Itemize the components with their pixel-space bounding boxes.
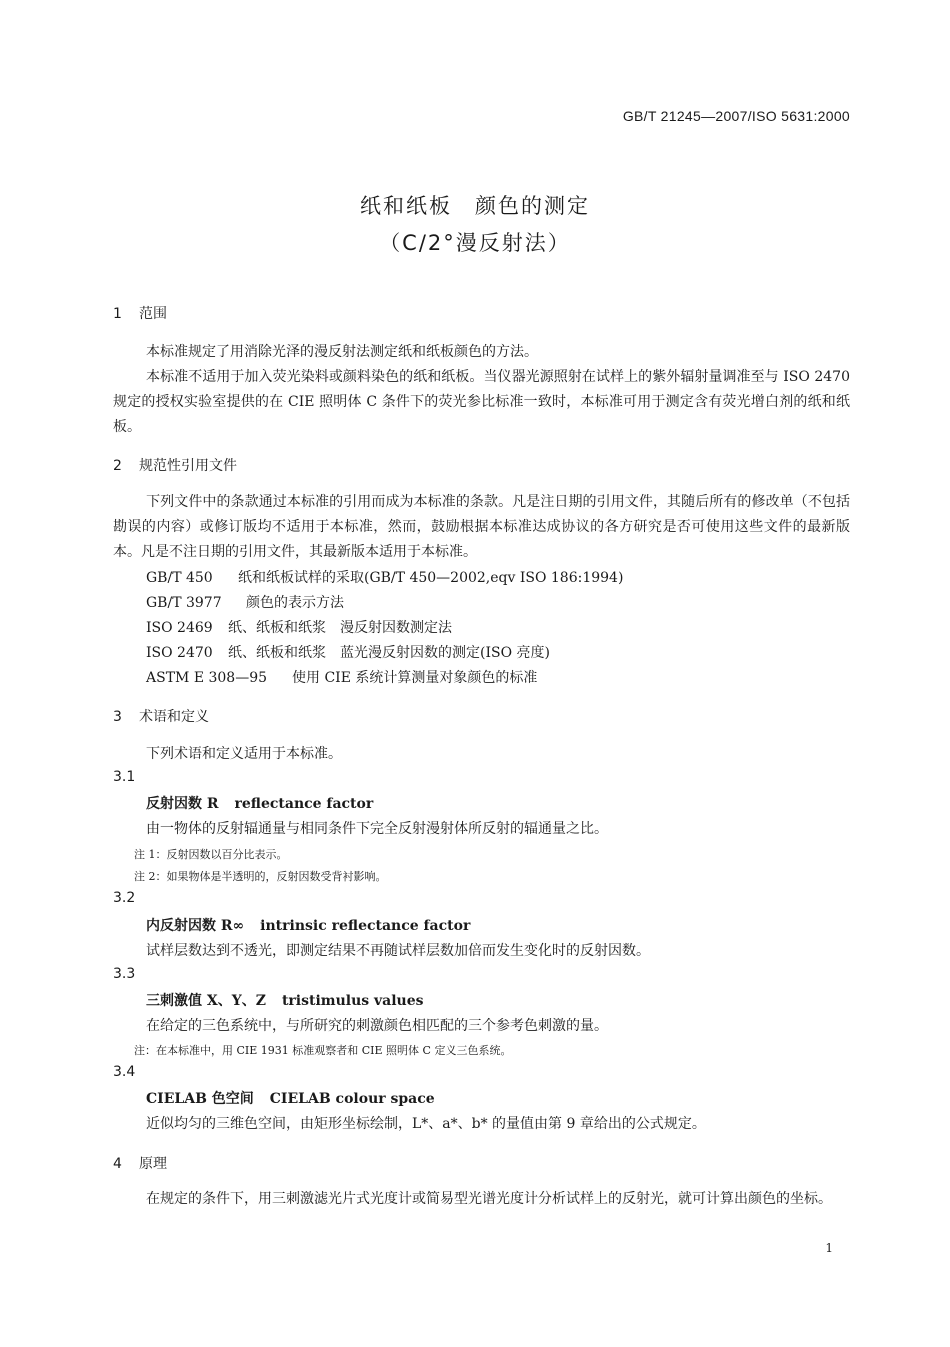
reference-item xyxy=(146,642,550,662)
term-heading xyxy=(146,915,470,935)
reference-item xyxy=(146,567,623,587)
paragraph xyxy=(113,1187,850,1212)
clause-number: 3.1 xyxy=(113,769,136,785)
reference-title: 颜色的表示方法 xyxy=(246,595,344,611)
term-definition: 在给定的三色系统中，与所研究的刺激颜色相匹配的三个参考色刺激的量。 xyxy=(146,1018,608,1034)
section-1-heading xyxy=(113,303,167,323)
term-zh: 三刺激值 X、Y、Z xyxy=(146,993,266,1009)
note: 注 2：如果物体是半透明的，反射因数受背衬影响。 xyxy=(134,870,387,883)
section-title: 术语和定义 xyxy=(139,709,209,725)
section-number: 4 xyxy=(113,1156,122,1172)
reference-code: ISO 2469 xyxy=(146,620,213,636)
clause-number: 3.2 xyxy=(113,890,136,906)
reference-code: ASTM E 308—95 xyxy=(146,670,268,686)
clause-number: 3.3 xyxy=(113,966,136,982)
reference-title: 纸、纸板和纸浆 蓝光漫反射因数的测定(ISO 亮度) xyxy=(228,645,550,661)
paragraph-text: 本标准不适用于加入荧光染料或颜料染色的纸和纸板。当仪器光源照射在试样上的紫外辐射量调准至与 ISO 2470 规定的授权实验室提供的在 CIE 照明体 C 条件下的荧光参比标准一致时，本标准可用于测定含有荧光增白剂的纸和纸板。 xyxy=(113,369,850,435)
reference-code: GB/T 450 xyxy=(146,570,213,586)
document-title: 纸和纸板 颜色的测定 xyxy=(360,194,590,218)
term-en: intrinsic reflectance factor xyxy=(260,918,471,934)
section-number: 3 xyxy=(113,709,122,725)
reference-item xyxy=(146,592,344,612)
paragraph-text: 下列文件中的条款通过本标准的引用而成为本标准的条款。凡是注日期的引用文件，其随后所有的修改单（不包括勘误的内容）或修订版均不适用于本标准，然而，鼓励根据本标准达成协议的各方研究是否可使用这些文件的最新版本。凡是不注日期的引用文件，其最新版本适用于本标准。 xyxy=(113,494,850,560)
section-title: 原理 xyxy=(139,1156,167,1172)
section-title: 规范性引用文件 xyxy=(139,458,237,474)
section-number: 2 xyxy=(113,458,122,474)
section-number: 1 xyxy=(113,306,122,322)
clause-number: 3.4 xyxy=(113,1064,136,1080)
term-zh: CIELAB 色空间 xyxy=(146,1091,254,1107)
term-definition: 由一物体的反射辐通量与相同条件下完全反射漫射体所反射的辐通量之比。 xyxy=(146,821,608,837)
paragraph-text: 本标准规定了用消除光泽的漫反射法测定纸和纸板颜色的方法。 xyxy=(146,344,538,360)
term-en: reflectance factor xyxy=(234,796,374,812)
paragraph xyxy=(113,365,850,440)
standard-code: GB/T 21245—2007/ISO 5631:2000 xyxy=(622,108,850,124)
note: 注：在本标准中，用 CIE 1931 标准观察者和 CIE 照明体 C 定义三色系统。 xyxy=(134,1044,512,1057)
document-subtitle: （C/2°漫反射法） xyxy=(379,231,571,255)
reference-code: GB/T 3977 xyxy=(146,595,222,611)
term-zh: 内反射因数 R∞ xyxy=(146,918,245,934)
section-4-heading xyxy=(113,1153,167,1173)
section-2-heading xyxy=(113,455,237,475)
term-heading xyxy=(146,1088,435,1108)
reference-code: ISO 2470 xyxy=(146,645,213,661)
reference-title: 纸和纸板试样的采取(GB/T 450—2002,eqv ISO 186:1994) xyxy=(238,570,624,586)
term-definition: 试样层数达到不透光，即测定结果不再随试样层数加倍而发生变化时的反射因数。 xyxy=(146,943,650,959)
term-en: CIELAB colour space xyxy=(269,1091,435,1107)
reference-title: 纸、纸板和纸浆 漫反射因数测定法 xyxy=(228,620,452,636)
reference-title: 使用 CIE 系统计算测量对象颜色的标准 xyxy=(292,670,538,686)
term-en: tristimulus values xyxy=(281,993,424,1009)
page-number: 1 xyxy=(825,1241,833,1255)
reference-item xyxy=(146,667,537,687)
term-zh: 反射因数 R xyxy=(146,796,219,812)
section-3-heading xyxy=(113,706,209,726)
paragraph-text: 在规定的条件下，用三刺激滤光片式光度计或简易型光谱光度计分析试样上的反射光，就可计算出颜色的坐标。 xyxy=(146,1191,832,1207)
section-title: 范围 xyxy=(139,306,167,322)
paragraph: 下列术语和定义适用于本标准。 xyxy=(146,746,342,762)
term-heading xyxy=(146,793,373,813)
note: 注 1：反射因数以百分比表示。 xyxy=(134,848,288,861)
paragraph xyxy=(113,490,850,565)
paragraph xyxy=(113,340,850,365)
reference-item xyxy=(146,617,452,637)
term-heading xyxy=(146,990,424,1010)
term-definition: 近似均匀的三维色空间，由矩形坐标绘制，L*、a*、b* 的量值由第 9 章给出的公式规定。 xyxy=(146,1116,706,1132)
